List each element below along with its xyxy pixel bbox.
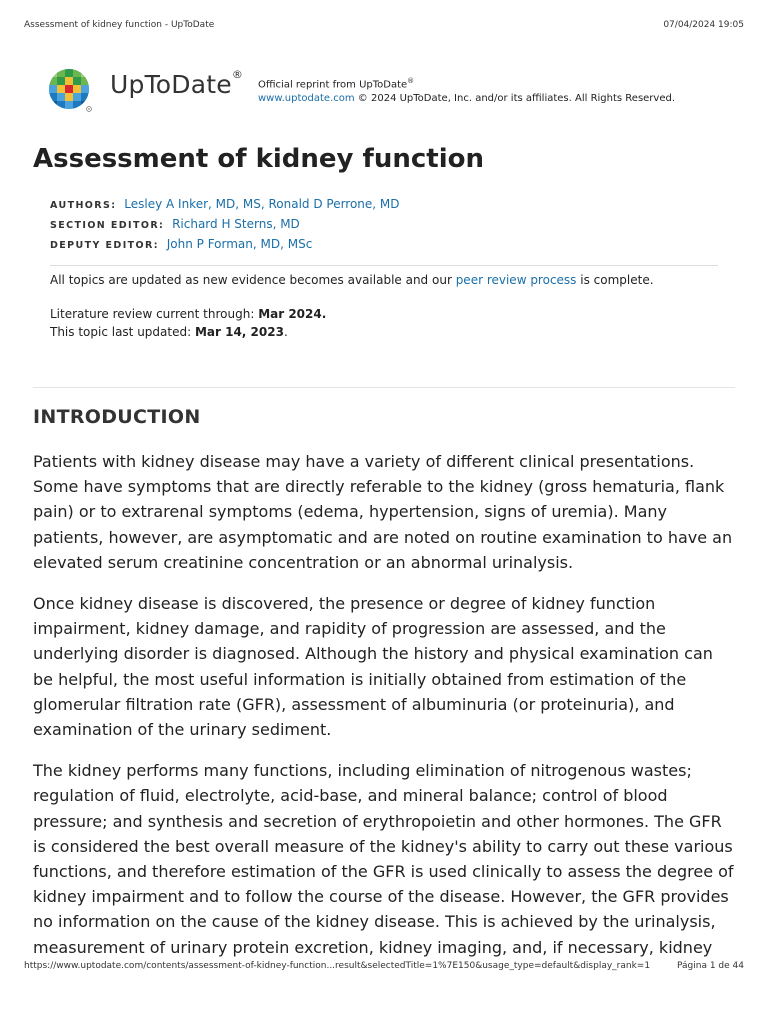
section-divider [33,387,735,388]
website-link[interactable]: www.uptodate.com [258,93,355,105]
authors-label: AUTHORS: [50,200,117,211]
deputy-editor-label: DEPUTY EDITOR: [50,240,159,251]
print-doc-title: Assessment of kidney function - UpToDate [24,20,215,30]
divider [50,265,718,266]
lit-review-line: Literature review current through: Mar 2024. [50,307,327,321]
reprint-notice: Official reprint from UpToDate® www.uptodate.com © 2024 UpToDate, Inc. and/or its affiliates. All Rights Reserved. [258,77,676,105]
uptodate-wordmark: UpToDate® [110,68,244,99]
review-dates [50,305,326,341]
page-title: Assessment of kidney function [33,144,485,174]
last-updated-line: This topic last updated: Mar 14, 2023. [50,325,288,339]
paragraph: Patients with kidney disease may have a variety of different clinical presentations. Some have symptoms that are directly referable to the kidney (gross hematuria, flank pain) or to extrarenal symptoms (edema, hypertension, signs of uremia). Many patients, however, are asymptomatic and are noted on routine examination to have an elevated serum creatinine concentration or an abnormal urinalysis. [33,452,733,572]
authors-link[interactable]: Lesley A Inker, MD, MS, Ronald D Perrone, MD [124,197,400,211]
print-header [24,20,744,32]
section-editor-label: SECTION EDITOR: [50,220,165,231]
article-contributors [50,195,400,255]
paragraph: Once kidney disease is discovered, the presence or degree of kidney function impairment, kidney damage, and rapidity of progression are assessed, and the underlying disorder is diagnosed. Although the history and physical examination can be helpful, the most useful information is initially obtained from estimation of the glomerular filtration rate (GFR), assessment of albuminuria (or proteinuria), and examination of the urinary sediment. [33,594,713,740]
brand-header [48,68,728,112]
svg-text:R: R [87,107,91,112]
copyright-text: © 2024 UpToDate, Inc. and/or its affiliates. All Rights Reserved. [357,93,676,105]
paragraph: The kidney performs many functions, including elimination of nitrogenous wastes; regulation of fluid, electrolyte, acid-base, and mineral balance; control of blood pressure; and synthesis and secretion of erythropoietin and other hormones. The GFR is considered the best overall measure of the kidney's ability to carry out these various functions, and therefore estimation of the GFR is used clinically to assess the degree of kidney impairment and to follow the course of the disease. However, the GFR provides no information on the cause of the kidney disease. This is achieved by the urinalysis, measurement of urinary protein excretion, kidney imaging, and, if necessary, kidney [33,761,734,957]
section-heading-introduction: INTRODUCTION [33,406,201,428]
introduction-body [33,449,735,976]
uptodate-logo-icon[interactable] [48,68,94,114]
peer-review-link[interactable]: peer review process [455,273,577,287]
section-editor-link[interactable]: Richard H Sterns, MD [172,217,300,231]
update-notice: All topics are updated as new evidence becomes available and our peer review process is complete. [50,273,654,287]
print-datetime: 07/04/2024 19:05 [663,20,744,30]
print-url: https://www.uptodate.com/contents/assessment-of-kidney-function...result&selectedTitle=1%7E150&usage_type=default&display_rank=1 [24,961,651,971]
deputy-editor-link[interactable]: John P Forman, MD, MSc [166,237,313,251]
page-number: Página 1 de 44 [677,961,744,971]
